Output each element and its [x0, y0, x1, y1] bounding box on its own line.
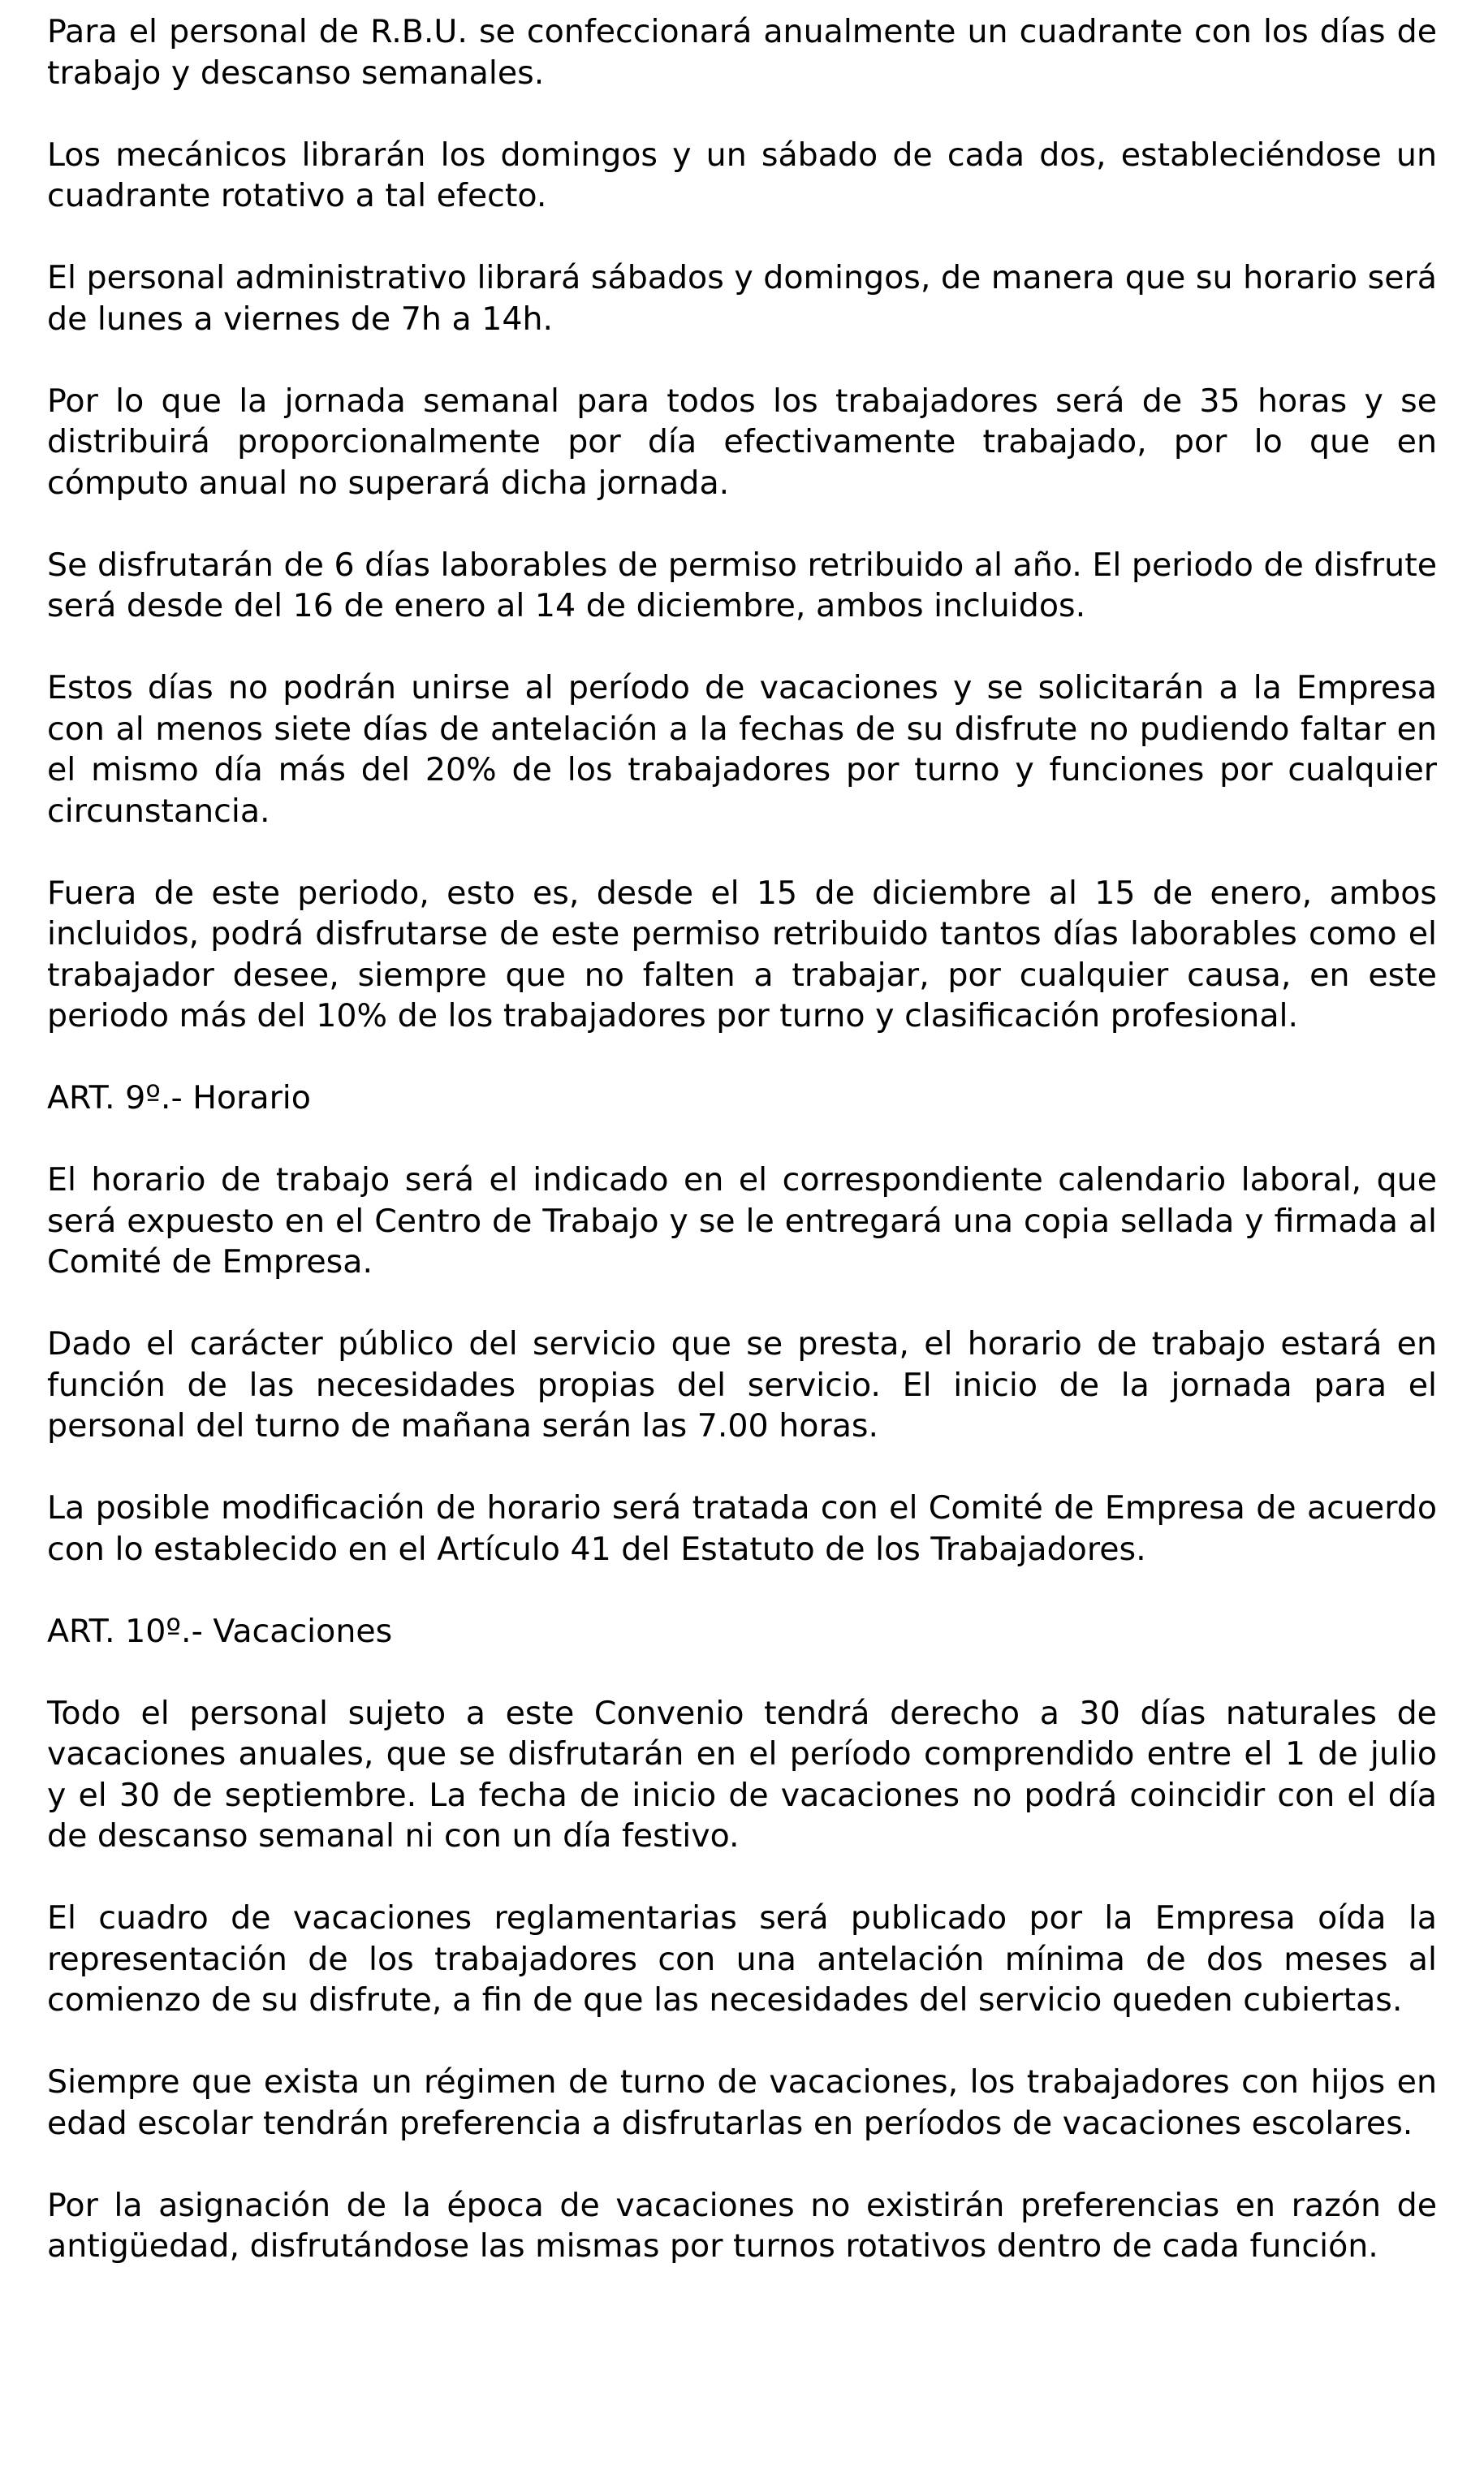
paragraph-horario-calendario: El horario de trabajo será el indicado en el correspondiente calendario laboral, que será expuesto en el Centro de Trabajo y se le entregará una copia sellada y firmada al Comité de Empresa. — [47, 1161, 1437, 1281]
paragraph-asignacion-epoca: Por la asignación de la época de vacaciones no existirán preferencias en razón de antigüedad, disfrutándose las mismas por turnos rotativos dentro de cada función. — [47, 2186, 1437, 2265]
paragraph-fuera-periodo: Fuera de este periodo, esto es, desde el 15 de diciembre al 15 de enero, ambos incluidos, podrá disfrutarse de este permiso retribuido tantos días laborables como el trabajador desee, siempre que no falten a trabajar, por cualquier causa, en este periodo más del 10% de los trabajadores por turno y clasificación profesional. — [47, 874, 1437, 1035]
heading-art-9-horario: ART. 9º.- Horario — [47, 1079, 311, 1117]
paragraph-preferencia-hijos: Siempre que exista un régimen de turno de vacaciones, los trabajadores con hijos en edad escolar tendrán preferencia a disfrutarlas en períodos de vacaciones escolares. — [47, 2063, 1437, 2142]
paragraph-permiso-retribuido: Se disfrutarán de 6 días laborables de permiso retribuido al año. El periodo de disfrute será desde del 16 de enero al 14 de diciembre, ambos incluidos. — [47, 546, 1437, 624]
paragraph-derecho-vacaciones: Todo el personal sujeto a este Convenio tendrá derecho a 30 días naturales de vacaciones anuales, que se disfrutarán en el período comprendido entre el 1 de julio y el 30 de septiembre. La fecha de inicio de vacaciones no podrá coincidir con el día de descanso semanal ni con un día festivo. — [47, 1694, 1437, 1855]
document-page — [47, 11, 1437, 2308]
paragraph-jornada-semanal: Por lo que la jornada semanal para todos los trabajadores será de 35 horas y se distribuirá proporcionalmente por día efectivamente trabajado, por lo que en cómputo anual no superará dicha jornada. — [47, 382, 1437, 502]
heading-art-10-vacaciones: ART. 10º.- Vacaciones — [47, 1612, 393, 1650]
paragraph-modificacion-horario: La posible modificación de horario será tratada con el Comité de Empresa de acuerdo con lo establecido en el Artículo 41 del Estatuto de los Trabajadores. — [47, 1489, 1437, 1568]
paragraph-cuadro-vacaciones: El cuadro de vacaciones reglamentarias será publicado por la Empresa oída la representación de los trabajadores con una antelación mínima de dos meses al comienzo de su disfrute, a fin de que las necesidades del servicio queden cubiertas. — [47, 1899, 1437, 2019]
paragraph-mecanicos: Los mecánicos librarán los domingos y un sábado de cada dos, estableciéndose un cuadrante rotativo a tal efecto. — [47, 136, 1437, 214]
paragraph-rbu-cuadrante: Para el personal de R.B.U. se confeccionará anualmente un cuadrante con los días de trabajo y descanso semanales. — [47, 13, 1437, 92]
paragraph-personal-administrativo: El personal administrativo librará sábados y domingos, de manera que su horario será de lunes a viernes de 7h a 14h. — [47, 259, 1437, 338]
paragraph-solicitud-dias: Estos días no podrán unirse al período de vacaciones y se solicitarán a la Empresa con al menos siete días de antelación a la fechas de su disfrute no pudiendo faltar en el mismo día más del 20% de los trabajadores por turno y funciones por cualquier circunstancia. — [47, 669, 1437, 830]
paragraph-caracter-publico: Dado el carácter público del servicio que se presta, el horario de trabajo estará en función de las necesidades propias del servicio. El inicio de la jornada para el personal del turno de mañana serán las 7.00 horas. — [47, 1325, 1437, 1445]
